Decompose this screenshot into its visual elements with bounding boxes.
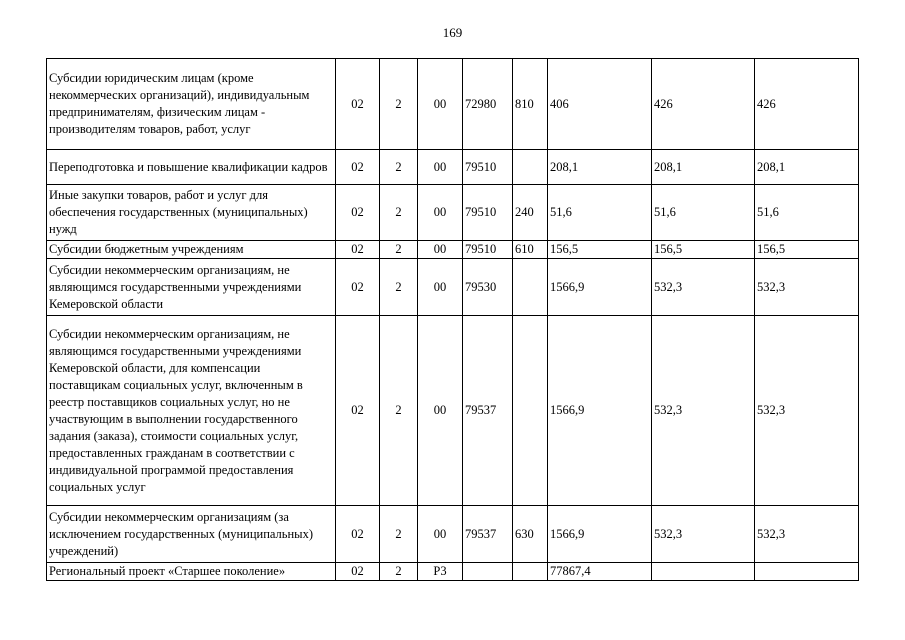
cell-value-1: 208,1: [548, 150, 652, 185]
cell-expense-type: [513, 316, 548, 506]
cell-subprogram: 2: [380, 506, 418, 563]
cell-program: 02: [336, 59, 380, 150]
table-row: [47, 150, 859, 185]
cell-direction: 79510: [463, 150, 513, 185]
cell-program: 02: [336, 150, 380, 185]
cell-direction: 79537: [463, 506, 513, 563]
cell-value-3: 426: [755, 59, 859, 150]
cell-value-1: 156,5: [548, 241, 652, 259]
cell-subprogram: 2: [380, 59, 418, 150]
cell-expense-type: 810: [513, 59, 548, 150]
cell-expense-type: [513, 563, 548, 581]
cell-value-2: 156,5: [652, 241, 755, 259]
cell-subprogram: 2: [380, 563, 418, 581]
cell-expense-type: [513, 259, 548, 316]
cell-event: 00: [418, 316, 463, 506]
row-description: Иные закупки товаров, работ и услуг для обеспечения государственных (муниципальных) нужд: [47, 185, 336, 241]
cell-value-1: 406: [548, 59, 652, 150]
table-row: [47, 241, 859, 259]
cell-program: 02: [336, 506, 380, 563]
table-row: [47, 316, 859, 506]
table-row: [47, 259, 859, 316]
cell-program: 02: [336, 241, 380, 259]
cell-event: 00: [418, 241, 463, 259]
cell-value-3: 208,1: [755, 150, 859, 185]
cell-subprogram: 2: [380, 241, 418, 259]
table-row: [47, 185, 859, 241]
row-description: Субсидии юридическим лицам (кроме некоммерческих организаций), индивидуальным предпринимателям, физическим лицам - производителям товаров, работ, услуг: [47, 59, 336, 150]
cell-subprogram: 2: [380, 259, 418, 316]
cell-expense-type: 240: [513, 185, 548, 241]
cell-program: 02: [336, 563, 380, 581]
table-row: [47, 563, 859, 581]
row-description: Субсидии бюджетным учреждениям: [47, 241, 336, 259]
cell-expense-type: 630: [513, 506, 548, 563]
cell-value-3: 156,5: [755, 241, 859, 259]
cell-event: 00: [418, 150, 463, 185]
cell-program: 02: [336, 185, 380, 241]
cell-expense-type: 610: [513, 241, 548, 259]
cell-direction: 79510: [463, 241, 513, 259]
row-description: Субсидии некоммерческим организациям, не являющимся государственными учреждениями Кемеровской области, для компенсации поставщикам социальных услуг, включенным в реестр поставщиков социальных услуг, но не участвующим в выполнении государственного задания (заказа), стоимости социальных услуг, предоставленных гражданам в соответствии с индивидуальной программой предоставления социальных услуг: [47, 316, 336, 506]
cell-event: 00: [418, 185, 463, 241]
cell-program: 02: [336, 316, 380, 506]
cell-event: 00: [418, 59, 463, 150]
cell-direction: 79530: [463, 259, 513, 316]
cell-event: 00: [418, 259, 463, 316]
cell-program: 02: [336, 259, 380, 316]
cell-value-2: 532,3: [652, 506, 755, 563]
cell-value-3: 532,3: [755, 259, 859, 316]
cell-value-2: 532,3: [652, 316, 755, 506]
row-description: Региональный проект «Старшее поколение»: [47, 563, 336, 581]
cell-value-2: 532,3: [652, 259, 755, 316]
table-row: [47, 59, 859, 150]
cell-value-1: 51,6: [548, 185, 652, 241]
cell-event: 00: [418, 506, 463, 563]
cell-value-1: 77867,4: [548, 563, 652, 581]
cell-subprogram: 2: [380, 316, 418, 506]
cell-value-2: 51,6: [652, 185, 755, 241]
cell-value-3: 51,6: [755, 185, 859, 241]
cell-direction: 72980: [463, 59, 513, 150]
cell-value-2: 426: [652, 59, 755, 150]
row-description: Субсидии некоммерческим организациям (за исключением государственных (муниципальных) учреждений): [47, 506, 336, 563]
cell-value-3: [755, 563, 859, 581]
cell-direction: 79510: [463, 185, 513, 241]
cell-subprogram: 2: [380, 185, 418, 241]
cell-value-2: 208,1: [652, 150, 755, 185]
cell-value-3: 532,3: [755, 316, 859, 506]
cell-expense-type: [513, 150, 548, 185]
table-row: [47, 506, 859, 563]
cell-value-3: 532,3: [755, 506, 859, 563]
cell-subprogram: 2: [380, 150, 418, 185]
budget-table: [46, 58, 859, 581]
cell-direction: 79537: [463, 316, 513, 506]
cell-value-1: 1566,9: [548, 259, 652, 316]
cell-value-2: [652, 563, 755, 581]
row-description: Переподготовка и повышение квалификации кадров: [47, 150, 336, 185]
cell-event: P3: [418, 563, 463, 581]
cell-value-1: 1566,9: [548, 316, 652, 506]
cell-direction: [463, 563, 513, 581]
row-description: Субсидии некоммерческим организациям, не являющимся государственными учреждениями Кемеровской области: [47, 259, 336, 316]
page-number: 169: [442, 25, 463, 40]
cell-value-1: 1566,9: [548, 506, 652, 563]
